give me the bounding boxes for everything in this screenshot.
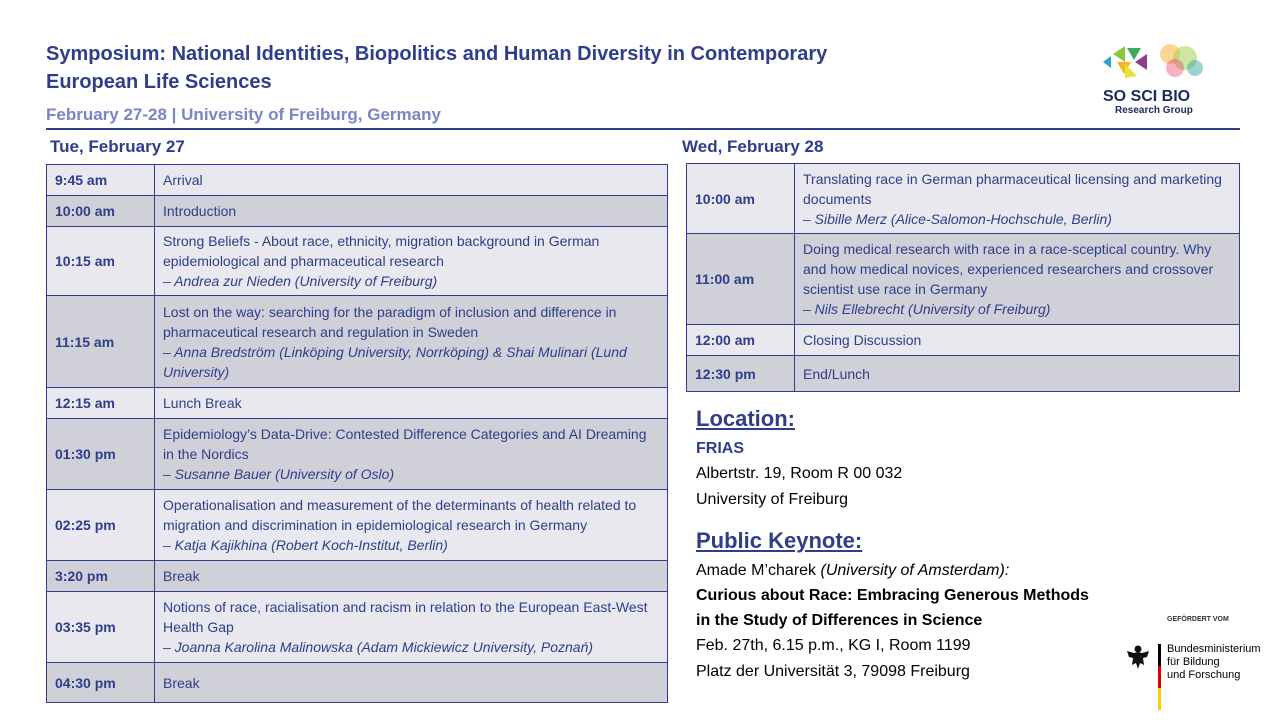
session-title — [795, 325, 1240, 356]
session-title — [155, 388, 668, 419]
session-title-text: Break — [163, 568, 200, 584]
keynote-title-line2: in the Study of Differences in Science — [696, 612, 983, 629]
day1-heading: Tue, February 27 — [50, 137, 185, 156]
speaker: – Anna Bredström (Linköping University, Norrköping) & Shai Mulinari (Lund University) — [163, 343, 627, 380]
session-title-text: Arrival — [163, 172, 203, 188]
funder-line: und Forschung — [1167, 669, 1241, 681]
keynote-title-line1: Curious about Race: Embracing Generous Methods — [696, 587, 1089, 604]
logo-subtext: Research Group — [1115, 105, 1193, 116]
session-time: 02:25 pm — [47, 490, 155, 561]
session-time: 10:00 am — [687, 164, 795, 234]
session-title — [155, 561, 668, 592]
session-time: 11:00 am — [687, 234, 795, 325]
table-row — [47, 490, 668, 561]
session-title — [795, 234, 1240, 325]
session-title-text: Doing medical research with race in a race-sceptical country. Why and how medical novices, experienced researchers and crossover scientist use race in Germany — [803, 241, 1214, 297]
table-row — [687, 234, 1240, 325]
table-row — [687, 325, 1240, 356]
session-title — [155, 196, 668, 227]
table-row — [687, 164, 1240, 234]
location-heading: Location: — [696, 406, 795, 431]
session-title — [155, 419, 668, 490]
speaker: – Katja Kajikhina (Robert Koch-Institut, Berlin) — [163, 537, 448, 553]
session-title-text: Introduction — [163, 203, 237, 219]
table-row — [47, 196, 668, 227]
symposium-title: Symposium: National Identities, Biopolitics and Human Diversity in Contemporary European Life Sciences — [46, 43, 828, 93]
session-title-text: Closing Discussion — [803, 332, 922, 348]
keynote-affiliation: (University of Amsterdam): — [820, 562, 1010, 579]
german-flag-bar-icon — [1158, 644, 1161, 710]
table-row — [687, 356, 1240, 392]
session-time: 3:20 pm — [47, 561, 155, 592]
logo-text: SO SCI BIO — [1103, 88, 1191, 105]
session-title-text: Operationalisation and measurement of the determinants of health related to migration and discrimination in epidemiological research in Germany — [163, 497, 637, 533]
session-title — [155, 296, 668, 388]
table-row — [47, 663, 668, 703]
location-street: Albertstr. 19, Room R 00 032 — [696, 465, 903, 482]
session-title-text: Break — [163, 674, 200, 691]
session-title-text: Lunch Break — [163, 395, 242, 411]
table-row — [47, 419, 668, 490]
day1-schedule-table — [46, 164, 668, 703]
session-title-text: Strong Beliefs - About race, ethnicity, migration background in German epidemiological and pharmaceutical research — [163, 233, 600, 269]
session-time: 9:45 am — [47, 165, 155, 196]
day2-heading: Wed, February 28 — [682, 137, 824, 156]
keynote-heading: Public Keynote: — [696, 528, 863, 553]
location-name: FRIAS — [696, 440, 744, 457]
session-time: 12:15 am — [47, 388, 155, 419]
location-institution: University of Freiburg — [696, 491, 849, 508]
federal-eagle-icon — [1125, 643, 1151, 671]
session-time: 04:30 pm — [47, 663, 155, 703]
session-title-text: Notions of race, racialisation and racism in relation to the European East-West Health Gap — [163, 599, 648, 635]
table-row — [47, 592, 668, 663]
session-time: 10:15 am — [47, 227, 155, 296]
day2-schedule-table — [686, 163, 1240, 392]
funder-name — [1167, 643, 1261, 682]
speaker: – Nils Ellebrecht (University of Freiburg) — [803, 301, 1051, 317]
speaker: – Joanna Karolina Malinowska (Adam Mickiewicz University, Poznań) — [163, 639, 594, 655]
session-title — [155, 165, 668, 196]
keynote-when: Feb. 27th, 6.15 p.m., KG I, Room 1199 — [696, 637, 971, 654]
table-row — [47, 561, 668, 592]
table-row — [47, 296, 668, 388]
session-title — [155, 663, 668, 703]
symposium-date-place: February 27-28 | University of Freiburg, Germany — [46, 105, 441, 124]
funder-label: GEFÖRDERT VOM — [1167, 616, 1229, 623]
session-title-text: End/Lunch — [803, 365, 870, 382]
session-time: 11:15 am — [47, 296, 155, 388]
session-title — [795, 356, 1240, 392]
speaker: – Andrea zur Nieden (University of Freiburg) — [163, 273, 438, 289]
session-time: 03:35 pm — [47, 592, 155, 663]
session-title-text: Epidemiology’s Data-Drive: Contested Difference Categories and AI Dreaming in the Nordics — [163, 426, 647, 462]
session-time: 10:00 am — [47, 196, 155, 227]
keynote-speaker: Amade M’charek — [696, 562, 817, 579]
funder-line: Bundesministerium — [1167, 643, 1261, 655]
session-time: 12:00 am — [687, 325, 795, 356]
session-time: 01:30 pm — [47, 419, 155, 490]
keynote-address: Platz der Universität 3, 79098 Freiburg — [696, 663, 970, 680]
session-title-text: Lost on the way: searching for the paradigm of inclusion and difference in pharmaceutical research and regulation in Sweden — [163, 303, 617, 340]
session-title — [795, 164, 1240, 234]
table-row — [47, 227, 668, 296]
header-divider — [46, 128, 1240, 130]
session-title — [155, 592, 668, 663]
speaker: – Sibille Merz (Alice-Salomon-Hochschule, Berlin) — [803, 210, 1112, 227]
funder-line: für Bildung — [1167, 656, 1220, 668]
table-row — [47, 388, 668, 419]
session-title-text: Translating race in German pharmaceutical licensing and marketing documents — [803, 170, 1222, 207]
session-title — [155, 490, 668, 561]
session-time: 12:30 pm — [687, 356, 795, 392]
table-row — [47, 165, 668, 196]
speaker: – Susanne Bauer (University of Oslo) — [163, 466, 395, 482]
session-title — [155, 227, 668, 296]
keynote-speaker-line — [696, 562, 1009, 580]
